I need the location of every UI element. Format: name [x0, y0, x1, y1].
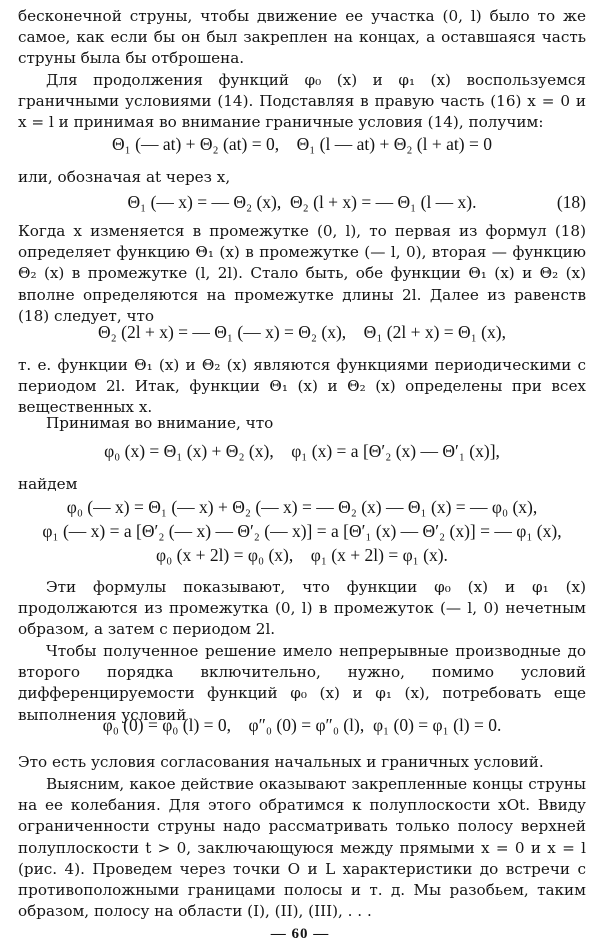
paragraph-boundary-conditions: Для продолжения функций φ₀ (x) и φ₁ (x) воспользуемся граничными условиями (14). Подставляя в правую часть (16) x = 0 и x = l и принимая во внимание граничные условия (14), получим: — [18, 71, 586, 132]
formula-phi-theta-relation: φ₀ (x) = Θ₁ (x) + Θ₂ (x), φ₁ (x) = a [Θ′₂ (x) — Θ′₁ (x)], — [104, 441, 500, 461]
paragraph-interval-definition: Когда x изменяется в промежутке (0, l), то первая из формул (18) определяет функцию Θ₁ (x) в промежутке (— l, 0), вторая — функцию Θ₂ (x) в промежутке (l, 2l). Стало быть, обе функции Θ₁ (x) и Θ₂ (x) вполне определяются на промежутке длины 2l. Далее из равенств (18) следует, что — [18, 222, 586, 325]
equation-number-18: (18) — [556, 192, 586, 212]
formula-compatibility-conditions: φ₀ (0) = φ₀ (l) = 0, φ″₀ (0) = φ″₀ (l), φ₁ (0) = φ₁ (l) = 0. — [102, 715, 502, 735]
formula-18: Θ₁ (— x) = — Θ₂ (x), Θ₂ (l + x) = — Θ₁ (l — x). — [127, 192, 477, 212]
paragraph-compatibility: Это есть условия согласования начальных и граничных условий. — [18, 753, 544, 771]
formula-phi-period: φ₀ (x + 2l) = φ₀ (x), φ₁ (x + 2l) = φ₁ (x). — [156, 545, 448, 565]
formula-18-row — [18, 192, 586, 213]
page-number: — 60 — — [270, 926, 330, 942]
paragraph-odd-extension: Эти формулы показывают, что функции φ₀ (x) и φ₁ (x) продолжаются из промежутка (0, l) в промежуток (— l, 0) нечетным образом, а затем с периодом 2l. — [18, 578, 586, 639]
paragraph-fixed-ends: Выясним, какое действие оказывают закрепленные концы струны на ее колебания. Для этого обратимся к полуплоскости xOt. Ввиду ограниченности струны надо рассматривать только полосу верхней полуплоскости t > 0, заключающуюся между прямыми x = 0 и x = l (рис. 4). Проведем через точки O и L характеристики до встречи с противоположными границами полосы и т. д. Мы разобьем, таким образом, полосу на области (I), (II), (III), . . . — [18, 775, 586, 921]
formula-phi1-odd: φ₁ (— x) = a [Θ′₂ (— x) — Θ′₂ (— x)] = a [Θ′₁ (x) — Θ′₂ (x)] = — φ₁ (x), — [42, 521, 562, 541]
paragraph-periodic-functions: т. е. функции Θ₁ (x) и Θ₂ (x) являются функциями периодическими с периодом 2l. Итак, функции Θ₁ (x) и Θ₂ (x) определены при всех вещественных x. — [18, 356, 586, 417]
paragraph-we-find: найдем — [18, 475, 78, 493]
formula-periodicity: Θ₂ (2l + x) = — Θ₁ (— x) = Θ₂ (x), Θ₁ (2l + x) = Θ₁ (x), — [98, 322, 506, 342]
paragraph-notation: или, обозначая at через x, — [18, 168, 231, 186]
paragraph-string-continuation: бесконечной струны, чтобы движение ее участка (0, l) было то же самое, как если бы он был закреплен на концах, а оставшаяся часть струны была бы отброшена. — [18, 7, 586, 68]
paragraph-smoothness: Чтобы полученное решение имело непрерывные производные до второго порядка включительно, нужно, помимо условий дифференцируемости функций φ₀ (x) и φ₁ (x), потребовать еще выполнения условий — [18, 642, 586, 724]
paragraph-taking-into-account: Принимая во внимание, что — [46, 414, 274, 432]
formula-phi0-odd: φ₀ (— x) = Θ₁ (— x) + Θ₂ (— x) = — Θ₂ (x) — Θ₁ (x) = — φ₀ (x), — [66, 497, 538, 517]
formula-boundary-substitution: Θ₁ (— at) + Θ₂ (at) = 0, Θ₁ (l — at) + Θ₂ (l + at) = 0 — [112, 134, 492, 154]
